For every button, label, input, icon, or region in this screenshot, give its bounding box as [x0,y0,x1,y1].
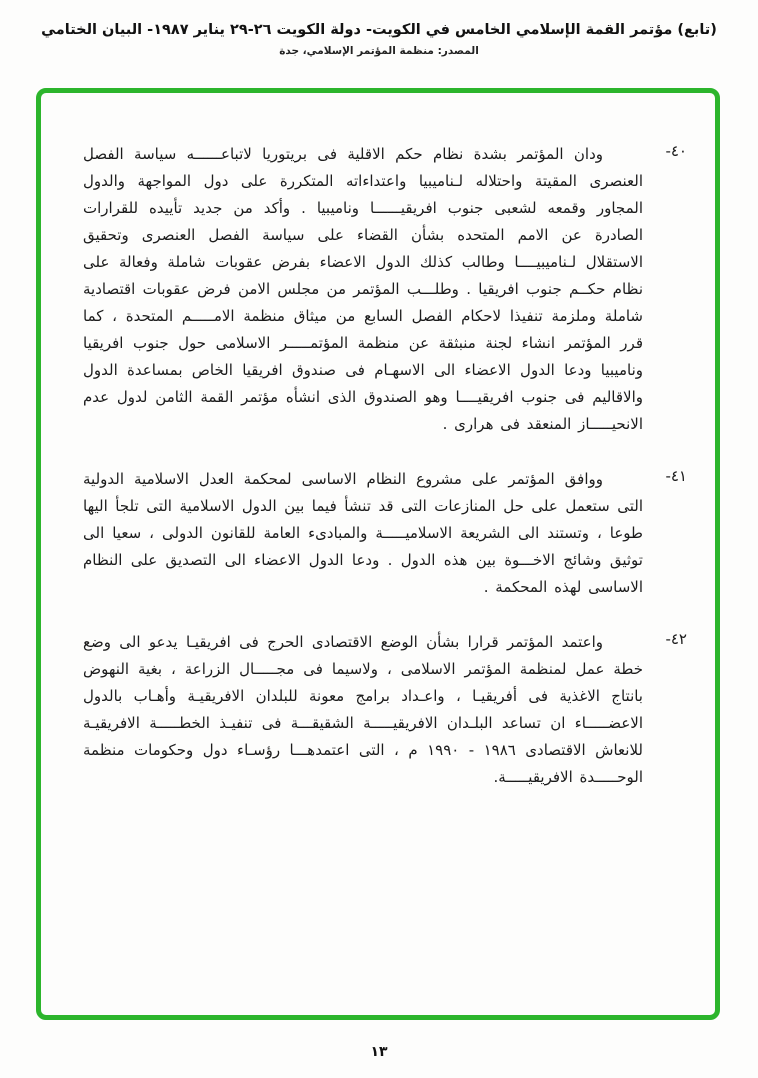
paragraph-text: ووافق المؤتمر على مشروع النظام الاساسى لمحكمة العدل الاسلامية الدولية التى ستعمل على حل المنازعات التى قد تنشأ فيما بين الدول الاسلامية التى تلجأ اليها طوعا ، وتستند الى الشريعة الاسلاميـــــة والمبادىء العامة للقانون الدولى ، سعيا الى توثيق وشائج الاخـــوة بين هذه الدول . ودعا الدول الاعضاء الى التصديق على النظام الاساسى لهذه المحكمة . [83,470,643,596]
header-title: (تابع) مؤتمر القمة الإسلامي الخامس في الكويت- دولة الكويت ٢٦-٢٩ يناير ١٩٨٧- البيان الختامي [41,22,717,38]
paragraph-number: -٤٠ [665,142,687,160]
document-body [83,141,687,819]
paragraph-number: -٤١ [665,467,687,485]
header-source: المصدر: منظمة المؤتمر الإسلامي، جدة [279,45,479,57]
paragraph-42 [83,629,687,791]
page-footer [0,1041,758,1060]
page-header [0,22,758,57]
highlight-border-box [36,88,720,1020]
paragraph-41 [83,466,687,601]
paragraph-number: -٤٢ [665,630,687,648]
paragraph-40 [83,141,687,438]
paragraph-text: ودان المؤتمر بشدة نظام حكم الاقلية فى بريتوريا لاتباعــــــه سياسة الفصل العنصرى المقيتة واحتلاله لـناميبيا واعتداءاته المتكررة على دول المواجهة والدول المجاور وقمعه لشعبى جنوب افريقيــــــا وناميبيا . وأكد من جديد تأييده للقرارات الصادرة عن الامم المتحده بشأن القضاء على سياسة الفصل العنصرى وتحقيق الاستقلال لـناميبيــــا وطالب كذلك الدول الاعضاء بفرض عقوبات شاملة وفعالة على نظام حكــم جنوب افريقيا . وطلـــب المؤتمر من مجلس الامن فرض عقوبات اقتصادية شاملة وملزمة تنفيذا لاحكام الفصل السابع من ميثاق منظمة الامـــــم المتحدة ، كما قرر المؤتمر انشاء لجنة منبثقة عن منظمة المؤتمـــــر الاسلامى حول جنوب افريقيا وناميبيا ودعا الدول الاعضاء الى الاسهـام فى صندوق افريقيا الخاص بمساعدة الدول والاقاليم فى جنوب افريقيــــا وهو الصندوق الذى انشأه مؤتمر القمة الثامن لدول عدم الانحيـــــاز المنعقد فى هرارى . [83,145,643,433]
paragraph-text: واعتمد المؤتمر قرارا بشأن الوضع الاقتصادى الحرج فى افريقيـا يدعو الى وضع خطة عمل لمنظمة المؤتمر الاسلامى ، ولاسيما فى مجـــــال الزراعة ، بغية النهوض بانتاج الاغذية فى أفريقيـا ، واعـداد برامج معونة للبلدان الافريقيـة وأهـاب بالدول الاعضـــــاء ان تساعد البلـدان الافريقيـــــة الشقيقـــة فى تنفيـذ الخطـــــة الافريقيـة للانعاش الاقتصادى ١٩٨٦ - ١٩٩٠ م ، التى اعتمدهـــا رؤسـاء دول وحكومات منظمة الوحـــــدة الافريقيـــــة. [83,633,643,786]
page-number: ١٣ [370,1044,388,1060]
